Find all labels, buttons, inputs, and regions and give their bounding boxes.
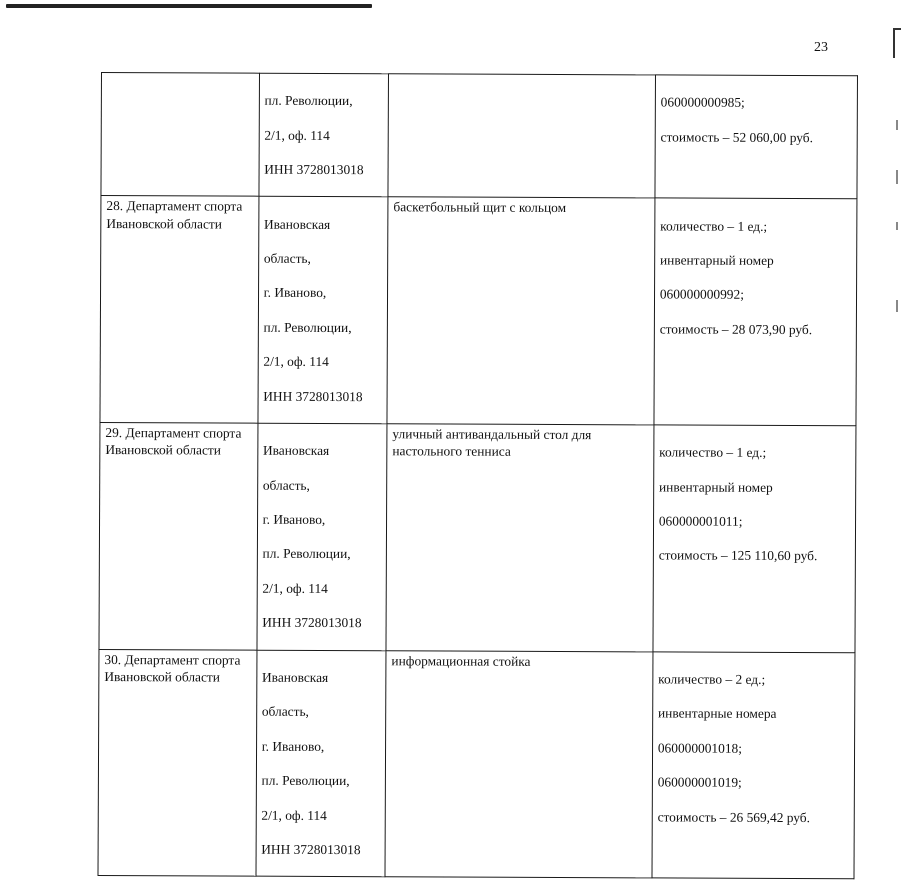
address-line: пл. Революции, bbox=[261, 772, 350, 789]
details-line: количество – 2 ед.; bbox=[658, 671, 766, 687]
item-cell: уличный антивандальный стол для настольного тенниса bbox=[386, 424, 654, 652]
address-line: Ивановская bbox=[263, 216, 331, 232]
org-cell: 30. Департамент спорта Ивановской области bbox=[98, 649, 257, 876]
details-line: количество – 1 ед.; bbox=[660, 218, 768, 234]
details-line: количество – 1 ед.; bbox=[659, 444, 767, 461]
scan-edge-mark bbox=[893, 28, 895, 58]
details-line: 060000000985; bbox=[660, 94, 745, 111]
address-line: 2/1, оф. 114 bbox=[261, 807, 327, 823]
scan-speck bbox=[896, 120, 898, 130]
details-line: 060000001018; bbox=[657, 740, 742, 756]
address-line: 2/1, оф. 114 bbox=[263, 353, 329, 370]
details-cell bbox=[653, 425, 856, 653]
table-row bbox=[101, 73, 858, 200]
details-line: стоимость – 28 073,90 руб. bbox=[659, 321, 813, 337]
address-line: пл. Революции, bbox=[264, 92, 353, 109]
address-line: ИНН 3728013018 bbox=[264, 161, 364, 178]
address-line: ИНН 3728013018 bbox=[262, 615, 362, 631]
address-line: ИНН 3728013018 bbox=[263, 388, 363, 404]
page-number: 23 bbox=[814, 40, 828, 55]
table-row bbox=[100, 196, 857, 426]
details-line: 060000000992; bbox=[659, 286, 744, 303]
address-line: пл. Революции, bbox=[263, 319, 352, 335]
scan-speck bbox=[896, 170, 898, 184]
address-line: область, bbox=[261, 704, 309, 720]
details-line: стоимость – 125 110,60 руб. bbox=[658, 547, 818, 564]
address-cell bbox=[256, 650, 386, 877]
scan-edge-mark bbox=[893, 28, 901, 30]
org-cell: 29. Департамент спорта Ивановской области bbox=[99, 423, 258, 650]
address-line: г. Иваново, bbox=[262, 511, 326, 528]
address-cell bbox=[258, 197, 388, 424]
details-line: инвентарный номер bbox=[659, 252, 774, 268]
item-cell: информационная стойка bbox=[385, 650, 653, 878]
item-cell: баскетбольный щит с кольцом bbox=[387, 197, 655, 425]
address-line: г. Иваново, bbox=[261, 738, 325, 754]
details-line: инвентарные номера bbox=[658, 705, 777, 722]
table-row bbox=[98, 649, 855, 879]
address-line: Ивановская bbox=[262, 442, 330, 459]
details-line: инвентарный номер bbox=[658, 479, 773, 495]
property-table bbox=[97, 72, 858, 880]
scan-speck bbox=[896, 300, 898, 312]
address-line: область, bbox=[263, 250, 311, 266]
top-rule bbox=[6, 4, 372, 8]
address-line: ИНН 3728013018 bbox=[261, 841, 361, 858]
address-cell bbox=[259, 73, 389, 197]
table-row bbox=[99, 423, 856, 653]
org-cell bbox=[101, 73, 259, 197]
details-cell bbox=[654, 198, 857, 426]
scan-speck bbox=[896, 222, 898, 230]
address-line: 2/1, оф. 114 bbox=[264, 127, 330, 143]
address-line: пл. Революции, bbox=[262, 546, 351, 562]
address-line: г. Иваново, bbox=[263, 285, 327, 301]
address-line: область, bbox=[262, 477, 310, 493]
details-line: 060000001011; bbox=[658, 513, 743, 529]
item-cell bbox=[388, 74, 655, 199]
details-cell bbox=[655, 75, 858, 199]
details-line: стоимость – 52 060,00 руб. bbox=[660, 129, 813, 145]
address-line: 2/1, оф. 114 bbox=[262, 580, 328, 596]
address-cell bbox=[257, 423, 387, 650]
details-line: стоимость – 26 569,42 руб. bbox=[657, 808, 811, 825]
details-cell bbox=[652, 652, 855, 880]
address-line: Ивановская bbox=[261, 669, 329, 685]
org-cell: 28. Департамент спорта Ивановской области bbox=[100, 196, 259, 423]
details-line: 060000001019; bbox=[657, 774, 742, 790]
